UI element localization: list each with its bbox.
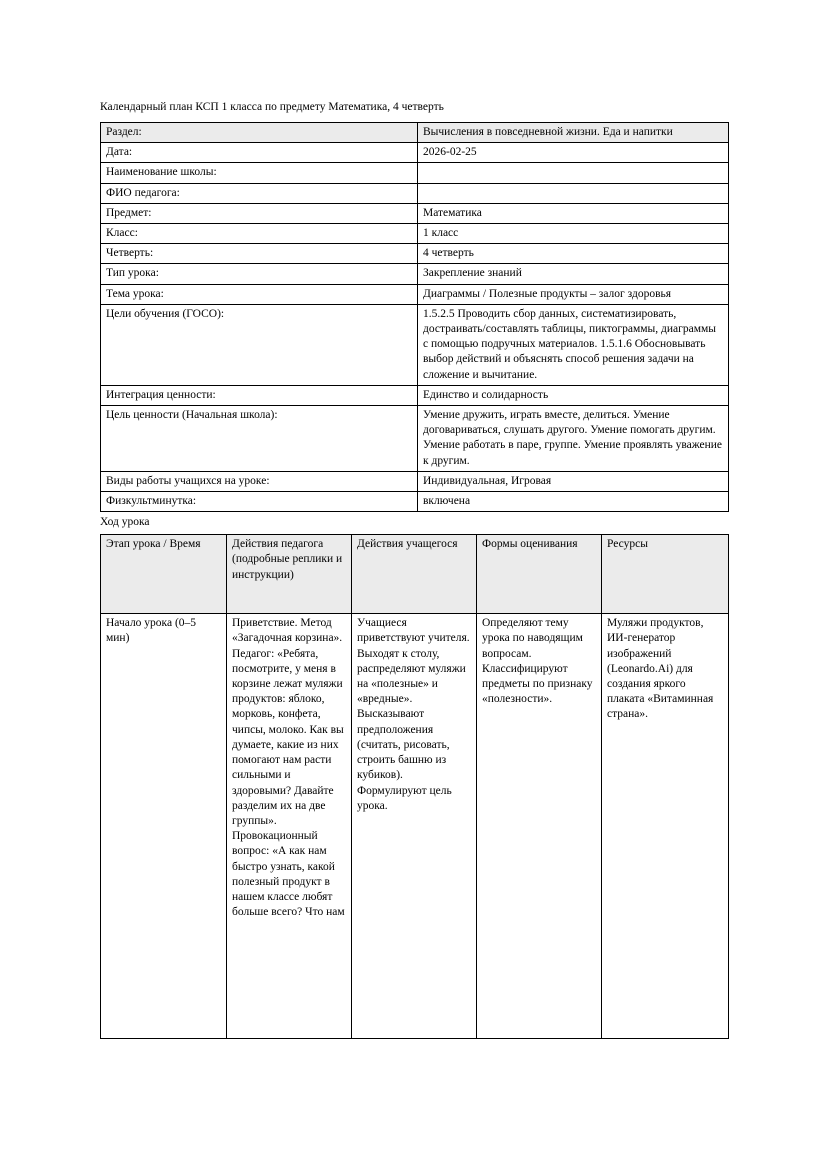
lesson-flow-label: Ход урока (100, 516, 150, 529)
info-row-value: Математика (418, 203, 729, 223)
column-header: Формы оценивания (477, 535, 602, 614)
table-row (101, 183, 729, 203)
table-row (101, 614, 729, 1039)
info-row-label: Интеграция ценности: (101, 385, 418, 405)
stage-cell: Начало урока (0–5 мин) (101, 614, 227, 1039)
info-row-value: включена (418, 492, 729, 512)
table-row (101, 224, 729, 244)
table-row (101, 123, 729, 143)
info-row-value: Единство и солидарность (418, 385, 729, 405)
document-page (100, 100, 728, 1039)
table-row (101, 244, 729, 264)
table-row (101, 492, 729, 512)
info-row-label: Виды работы учащихся на уроке: (101, 471, 418, 491)
info-row-value (418, 163, 729, 183)
info-row-label: ФИО педагога: (101, 183, 418, 203)
info-row-value: Умение дружить, играть вместе, делиться. Умение договариваться, слушать другого. Умение помогать другим. Умение работать в паре, группе. Умение проявлять уважение к другим. (418, 406, 729, 472)
info-row-label: Физкультминутка: (101, 492, 418, 512)
column-header: Действия педагога (подробные реплики и инструкции) (227, 535, 352, 614)
column-header: Ресурсы (602, 535, 729, 614)
info-row-label: Наименование школы: (101, 163, 418, 183)
info-row-value: 2026-02-25 (418, 143, 729, 163)
info-row-label: Раздел: (101, 123, 418, 143)
info-row-value (418, 183, 729, 203)
lesson-flow-table-head (101, 535, 729, 614)
assessment-forms-cell: Определяют тему урока по наводящим вопросам. Классифицируют предметы по признаку «полезности». (477, 614, 602, 1039)
info-row-label: Тип урока: (101, 264, 418, 284)
info-row-label: Цели обучения (ГОСО): (101, 304, 418, 385)
table-row (101, 203, 729, 223)
lesson-info-table-body (101, 123, 729, 512)
info-row-value: Диаграммы / Полезные продукты – залог здоровья (418, 284, 729, 304)
lesson-info-table (100, 122, 729, 512)
table-header-row (101, 535, 729, 614)
info-row-label: Класс: (101, 224, 418, 244)
info-row-label: Тема урока: (101, 284, 418, 304)
info-row-value: 4 четверть (418, 244, 729, 264)
table-row (101, 471, 729, 491)
table-row (101, 264, 729, 284)
table-row (101, 406, 729, 472)
page-title: Календарный план КСП 1 класса по предмету Математика, 4 четверть (100, 101, 444, 113)
info-row-label: Предмет: (101, 203, 418, 223)
column-header: Действия учащегося (352, 535, 477, 614)
info-row-label: Цель ценности (Начальная школа): (101, 406, 418, 472)
table-row (101, 385, 729, 405)
column-header: Этап урока / Время (101, 535, 227, 614)
table-row (101, 143, 729, 163)
table-row (101, 163, 729, 183)
teacher-actions-cell: Приветствие. Метод «Загадочная корзина». Педагог: «Ребята, посмотрите, у меня в корзине лежат муляжи продуктов: яблоко, морковь, конфета, чипсы, молоко. Как вы думаете, какие из них помогают нам расти сильными и здоровыми? Давайте разделим их на две группы». Провокационный вопрос: «А как нам быстро узнать, какой полезный продукт в нашем классе любят больше всего? Что нам (227, 614, 352, 1039)
table-row (101, 304, 729, 385)
table-row (101, 284, 729, 304)
info-row-value: 1 класс (418, 224, 729, 244)
lesson-flow-table (100, 534, 729, 1039)
info-row-value: 1.5.2.5 Проводить сбор данных, систематизировать, достраивать/составлять таблицы, пиктограммы, диаграммы с помощью подручных материалов. 1.5.1.6 Обосновывать выбор действий и объяснять способ решения задачи на сложение и вычитание. (418, 304, 729, 385)
info-row-value: Закрепление знаний (418, 264, 729, 284)
lesson-flow-table-body (101, 614, 729, 1039)
resources-cell: Муляжи продуктов, ИИ-генератор изображений (Leonardo.Ai) для создания яркого плаката «Витаминная страна». (602, 614, 729, 1039)
info-row-label: Дата: (101, 143, 418, 163)
student-actions-cell: Учащиеся приветствуют учителя. Выходят к столу, распределяют муляжи на «полезные» и «вредные». Высказывают предположения (считать, рисовать, строить башню из кубиков). Формулируют цель урока. (352, 614, 477, 1039)
info-row-label: Четверть: (101, 244, 418, 264)
info-row-value: Вычисления в повседневной жизни. Еда и напитки (418, 123, 729, 143)
info-row-value: Индивидуальная, Игровая (418, 471, 729, 491)
